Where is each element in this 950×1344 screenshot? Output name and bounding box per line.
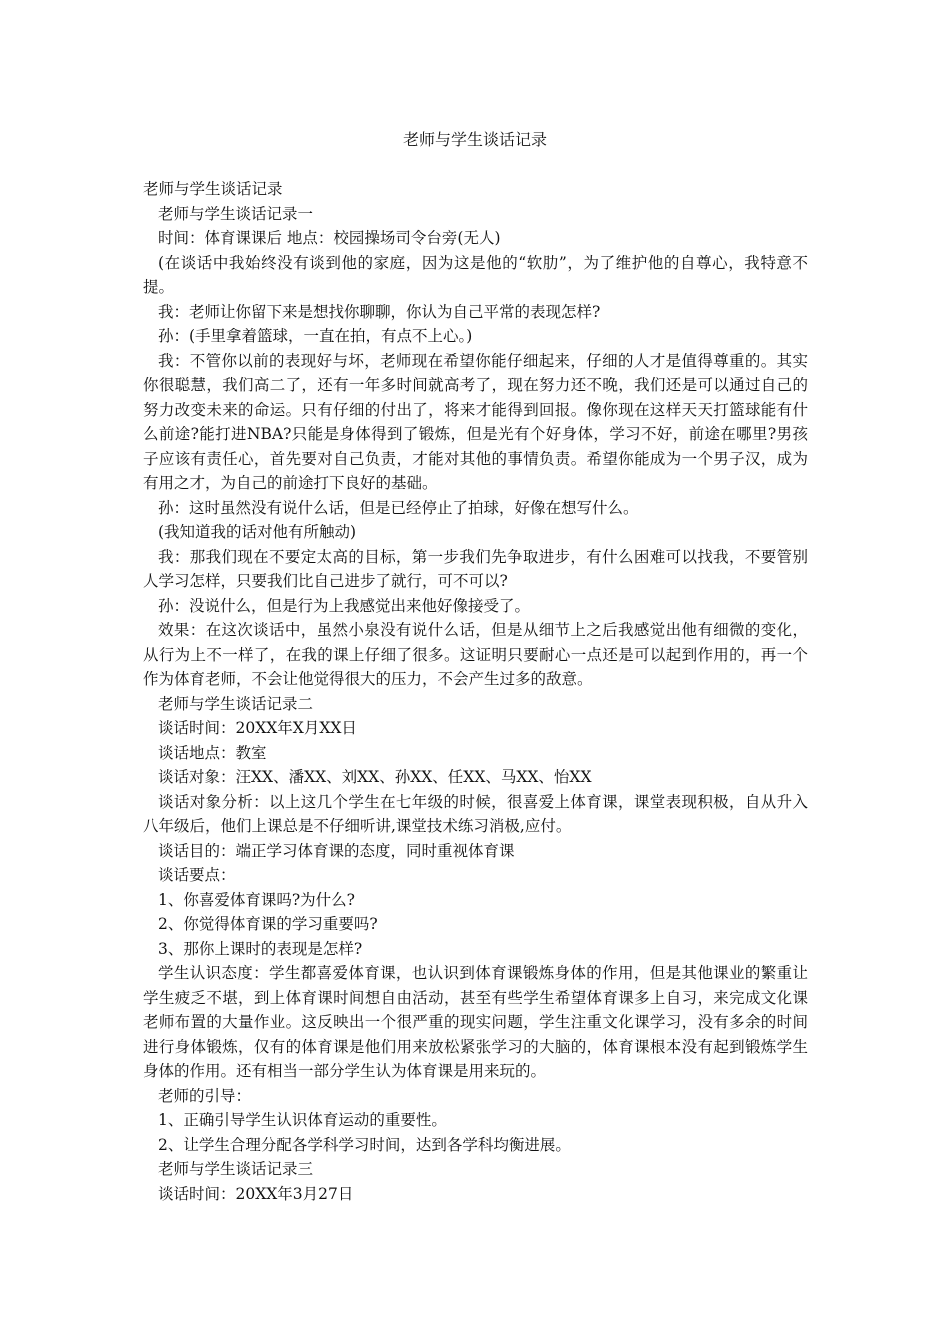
paragraph: 孙：这时虽然没有说什么话，但是已经停止了拍球，好像在想写什么。 [158,498,639,517]
paragraph: 3、那你上课时的表现是怎样? [158,939,363,958]
paragraph: 谈话对象分析：以上这几个学生在七年级的时候，很喜爱上体育课，课堂表现积极，自从升入八年级后，他们上课总是不仔细听讲,课堂技术练习消极,应付。 [143,792,808,835]
paragraph: 谈话目的：端正学习体育课的态度，同时重视体育课 [158,841,515,860]
paragraph: 老师与学生谈话记录二 [158,694,314,713]
paragraph: 谈话对象：汪XX、潘XX、刘XX、孙XX、任XX、马XX、怡XX [158,768,592,786]
document-body [143,177,808,1206]
paragraph: 老师的引导： [158,1086,252,1105]
paragraph: 老师与学生谈话记录三 [158,1160,314,1178]
paragraph: 我：不管你以前的表现好与坏，老师现在希望你能仔细起来，仔细的人才是值得尊重的。其实你很聪慧，我们高二了，还有一年多时间就高考了，现在努力还不晚，我们还是可以通过自己的努力改变未来的命运。只有仔细的付出了，将来才能得到回报。像你现在这样天天打篮球能有什么前途?能打进NBA?只能是身体得到了锻炼，但是光有个好身体，学习不好，前途在哪里?男孩子应该有责任心，首先要对自己负责，才能对其他的事情负责。希望你能成为一个男子汉，成为有用之才，为自己的前途打下良好的基础。 [143,351,808,492]
paragraph: 1、正确引导学生认识体育运动的重要性。 [158,1111,447,1129]
paragraph: 谈话地点：教室 [158,743,267,762]
paragraph: (我知道我的话对他有所触动) [158,523,357,541]
paragraph: 时间：体育课课后 地点：校园操场司令台旁(无人) [158,229,501,247]
paragraph: 效果：在这次谈话中，虽然小泉没有说什么话，但是从细节上之后我感觉出他有细微的变化，从行为上不一样了，在我的课上仔细了很多。这证明只要耐心一点还是可以起到作用的，再一个作为体育老师，不会让他觉得很大的压力，不会产生过多的敌意。 [143,621,808,688]
paragraph: 1、你喜爱体育课吗?为什么? [158,890,355,909]
paragraph: 谈话时间：20XX年X月XX日 [158,719,357,737]
paragraph: 我：那我们现在不要定太高的目标，第一步我们先争取进步，有什么困难可以找我，不要管别人学习怎样，只要我们比自己进步了就行，可不可以? [143,547,808,590]
paragraph: 孙：(手里拿着篮球，一直在拍，有点不上心。) [158,327,473,345]
document-title: 老师与学生谈话记录 [402,130,547,149]
paragraph: 学生认识态度：学生都喜爱体育课，也认识到体育课锻炼身体的作用，但是其他课业的繁重让学生疲乏不堪，到上体育课时间想自由活动，甚至有些学生希望体育课多上自习，来完成文化课老师布置的大量作业。这反映出一个很严重的现实问题，学生注重文化课学习，没有多余的时间进行身体锻炼，仅有的体育课是他们用来放松紧张学习的大脑的，体育课根本没有起到锻炼学生身体的作用。还有相当一部分学生认为体育课是用来玩的。 [143,964,808,1080]
paragraph: (在谈话中我始终没有谈到他的家庭，因为这是他的“软肋”，为了维护他的自尊心，我特意不提。 [143,253,808,296]
paragraph: 谈话要点： [158,866,236,884]
document-heading: 老师与学生谈话记录 [143,180,283,198]
paragraph: 孙：没说什么，但是行为上我感觉出来他好像接受了。 [158,596,531,615]
paragraph: 2、你觉得体育课的学习重要吗? [158,915,378,933]
paragraph: 谈话时间：20XX年3月27日 [158,1184,354,1203]
paragraph: 老师与学生谈话记录一 [158,204,314,223]
paragraph: 我：老师让你留下来是想找你聊聊，你认为自己平常的表现怎样? [158,302,601,321]
paragraph: 2、让学生合理分配各学科学习时间，达到各学科均衡进展。 [158,1135,571,1154]
